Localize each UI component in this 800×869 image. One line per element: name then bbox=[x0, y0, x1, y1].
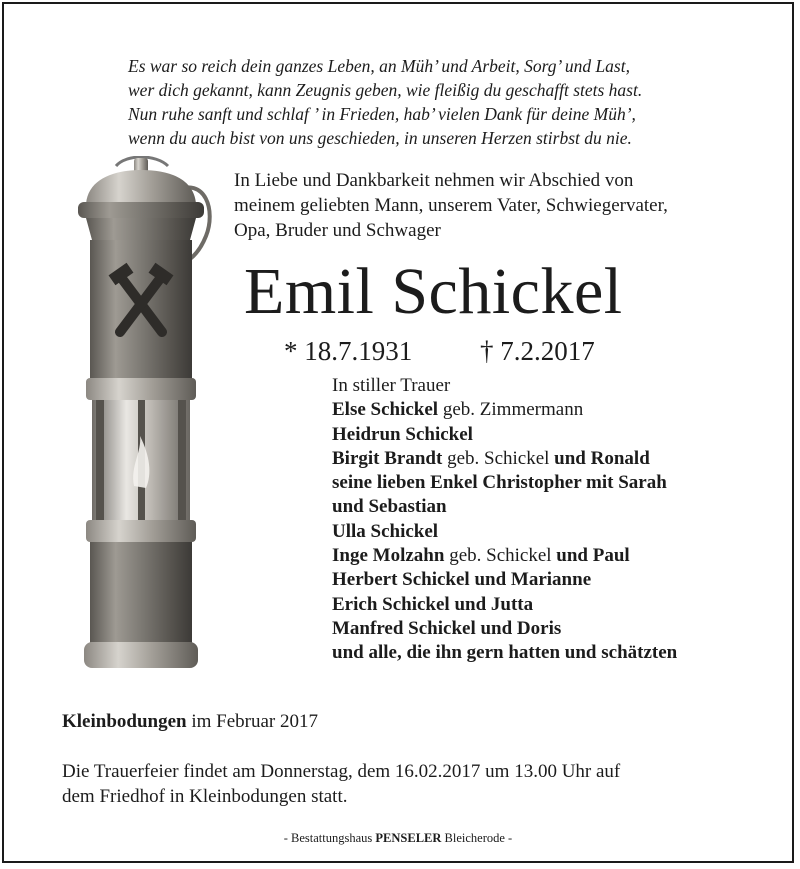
undertaker-post: Bleicherode - bbox=[441, 831, 513, 845]
poem bbox=[128, 54, 768, 150]
miners-lamp-image bbox=[56, 156, 226, 674]
intro-text bbox=[234, 168, 774, 243]
mourner-row: seine lieben Enkel Christopher mit Sarah bbox=[332, 472, 667, 494]
undertaker-footer bbox=[4, 830, 792, 846]
intro-line: meinem geliebten Mann, unserem Vater, Schwiegervater, bbox=[234, 195, 668, 216]
undertaker-name: PENSELER bbox=[375, 831, 442, 845]
obituary-card bbox=[2, 2, 794, 863]
place-town: Kleinbodungen bbox=[62, 711, 187, 732]
mourner-name: Else Schickel bbox=[332, 399, 439, 421]
funeral-line: Die Trauerfeier findet am Donnerstag, dem 16.02.2017 um 13.00 Uhr auf bbox=[62, 761, 621, 782]
mourners-list bbox=[332, 374, 792, 666]
mourner-row bbox=[332, 447, 792, 471]
mourner-note: geb. Schickel bbox=[444, 545, 557, 567]
intro-line: In Liebe und Dankbarkeit nehmen wir Abschied von bbox=[234, 170, 634, 191]
mourner-row: Heidrun Schickel bbox=[332, 423, 473, 445]
mourners-heading: In stiller Trauer bbox=[332, 375, 451, 396]
poem-line: Es war so reich dein ganzes Leben, an Müh’ und Arbeit, Sorg’ und Last, bbox=[128, 56, 630, 76]
mourner-row: Erich Schickel und Jutta bbox=[332, 593, 534, 615]
place-month: im Februar 2017 bbox=[186, 711, 319, 732]
mourner-row bbox=[332, 544, 792, 568]
mourner-row: und Sebastian bbox=[332, 496, 447, 518]
funeral-notice bbox=[62, 759, 762, 809]
undertaker-pre: - Bestattungshaus bbox=[283, 831, 376, 845]
mourner-name: Inge Molzahn bbox=[332, 545, 445, 567]
birth-date: * 18.7.1931 bbox=[284, 336, 413, 366]
mourner-row: und alle, die ihn gern hatten und schätzten bbox=[332, 642, 678, 664]
poem-line: wenn du auch bist von uns geschieden, in unseren Herzen stirbst du nie. bbox=[128, 128, 632, 148]
death-date: † 7.2.2017 bbox=[480, 336, 595, 366]
deceased-name: Emil Schickel bbox=[244, 255, 623, 328]
mourner-row bbox=[332, 398, 792, 422]
place-date bbox=[62, 710, 318, 734]
mourner-row: Manfred Schickel und Doris bbox=[332, 617, 562, 639]
mourner-note: geb. Schickel bbox=[442, 447, 555, 469]
funeral-line: dem Friedhof in Kleinbodungen statt. bbox=[62, 786, 348, 807]
life-dates bbox=[284, 334, 595, 368]
mourner-note: geb. Zimmermann bbox=[438, 399, 584, 421]
mourner-row: Ulla Schickel bbox=[332, 520, 439, 542]
poem-line: Nun ruhe sanft und schlaf ’ in Frieden, hab’ vielen Dank für deine Müh’, bbox=[128, 104, 636, 124]
mourner-partner: und Paul bbox=[556, 545, 630, 567]
mourner-row: Herbert Schickel und Marianne bbox=[332, 569, 592, 591]
intro-line: Opa, Bruder und Schwager bbox=[234, 220, 441, 241]
mourner-partner: und Ronald bbox=[554, 447, 650, 469]
poem-line: wer dich gekannt, kann Zeugnis geben, wie fleißig du geschafft stets hast. bbox=[128, 80, 643, 100]
mourner-name: Birgit Brandt bbox=[332, 447, 443, 469]
